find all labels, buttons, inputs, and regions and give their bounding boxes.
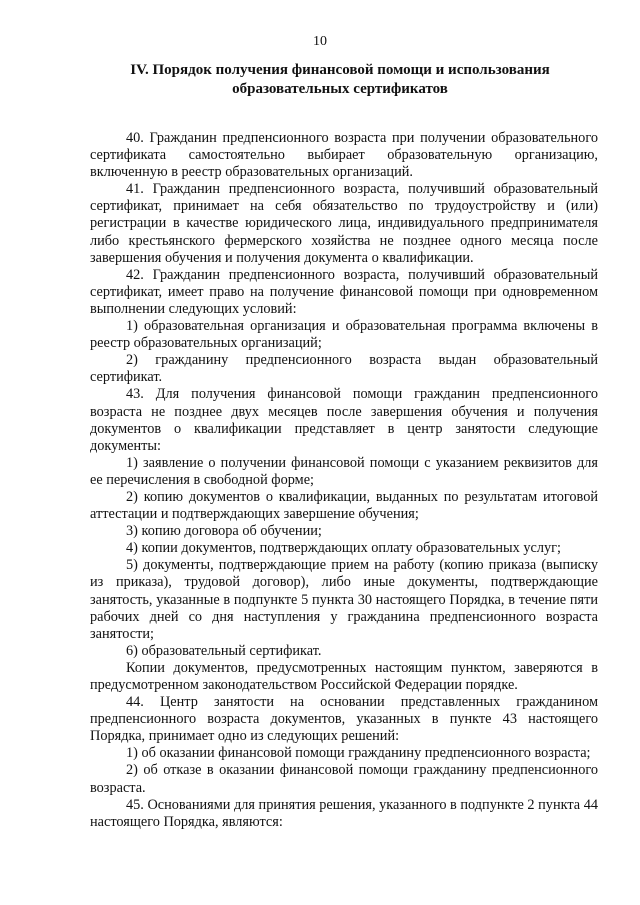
paragraph-43-item-6: 6) образовательный сертификат. <box>126 642 322 659</box>
paragraph-42-item-2: 2) гражданину предпенсионного возраста выдан образовательный сертификат. <box>90 352 598 386</box>
section-title-line-1: IV. Порядок получения финансовой помощи и использования <box>130 62 550 78</box>
paragraph-44-item-1: 1) об оказании финансовой помощи гражданину предпенсионного возраста; <box>126 745 591 762</box>
paragraph-43-item-1: 1) заявление о получении финансовой помощи с указанием реквизитов для ее перечисления в свободной форме; <box>90 454 598 488</box>
paragraph-43: 43. Для получения финансовой помощи гражданин предпенсионного возраста не позднее двух месяцев после завершения обучения и получения документов о квалификации представляет в центр занятости следующие документы: <box>90 386 598 454</box>
section-title <box>90 61 590 99</box>
paragraph-40: 40. Гражданин предпенсионного возраста при получении образовательного сертификата самостоятельно выбирает образовательную организацию, включенную в реестр образовательных организаций. <box>90 130 598 181</box>
section-title-line-2: образовательных сертификатов <box>232 81 448 97</box>
paragraph-44-item-2: 2) об отказе в оказании финансовой помощи гражданину предпенсионного возраста. <box>90 762 598 796</box>
paragraph-43-item-2: 2) копию документов о квалификации, выданных по результатам итоговой аттестации и подтверждающих завершение обучения; <box>90 488 598 523</box>
paragraph-41: 41. Гражданин предпенсионного возраста, получивший образовательный сертификат, принимает на себя обязательство по трудоустройству и (или) регистрации в качестве юридического лица, индивидуального предпринимателя либо крестьянского фермерского хозяйства не позднее одного месяца после завершения обучения и получения документа о квалификации. <box>90 181 598 266</box>
paragraph-42-item-1: 1) образовательная организация и образовательная программа включены в реестр образовательных организаций; <box>90 318 598 352</box>
paragraph-43-item-3: 3) копию договора об обучении; <box>126 523 322 540</box>
paragraph-43-copies-note: Копии документов, предусмотренных настоящим пунктом, заверяются в предусмотренном законодательством Российской Федерации порядке. <box>90 659 598 693</box>
paragraph-43-item-5: 5) документы, подтверждающие прием на работу (копию приказа (выписку из приказа), трудовой договор), либо иные документы, подтверждающие занятость, указанные в подпункте 5 пункта 30 настоящего Порядка, в течение пяти рабочих дней со дня наступления у гражданина предпенсионного возраста занятости; <box>90 557 598 642</box>
paragraph-45: 45. Основаниями для принятия решения, указанного в подпункте 2 пункта 44 настоящего Порядка, являются: <box>90 796 598 830</box>
page-number: 10 <box>313 34 327 49</box>
document-body <box>90 130 598 831</box>
paragraph-42: 42. Гражданин предпенсионного возраста, получивший образовательный сертификат, имеет право на получение финансовой помощи при одновременном выполнении следующих условий: <box>90 266 598 317</box>
paragraph-43-item-4: 4) копии документов, подтверждающих оплату образовательных услуг; <box>126 540 561 557</box>
paragraph-44: 44. Центр занятости на основании представленных гражданином предпенсионного возраста документов, указанных в пункте 43 настоящего Порядка, принимает одно из следующих решений: <box>90 694 598 745</box>
